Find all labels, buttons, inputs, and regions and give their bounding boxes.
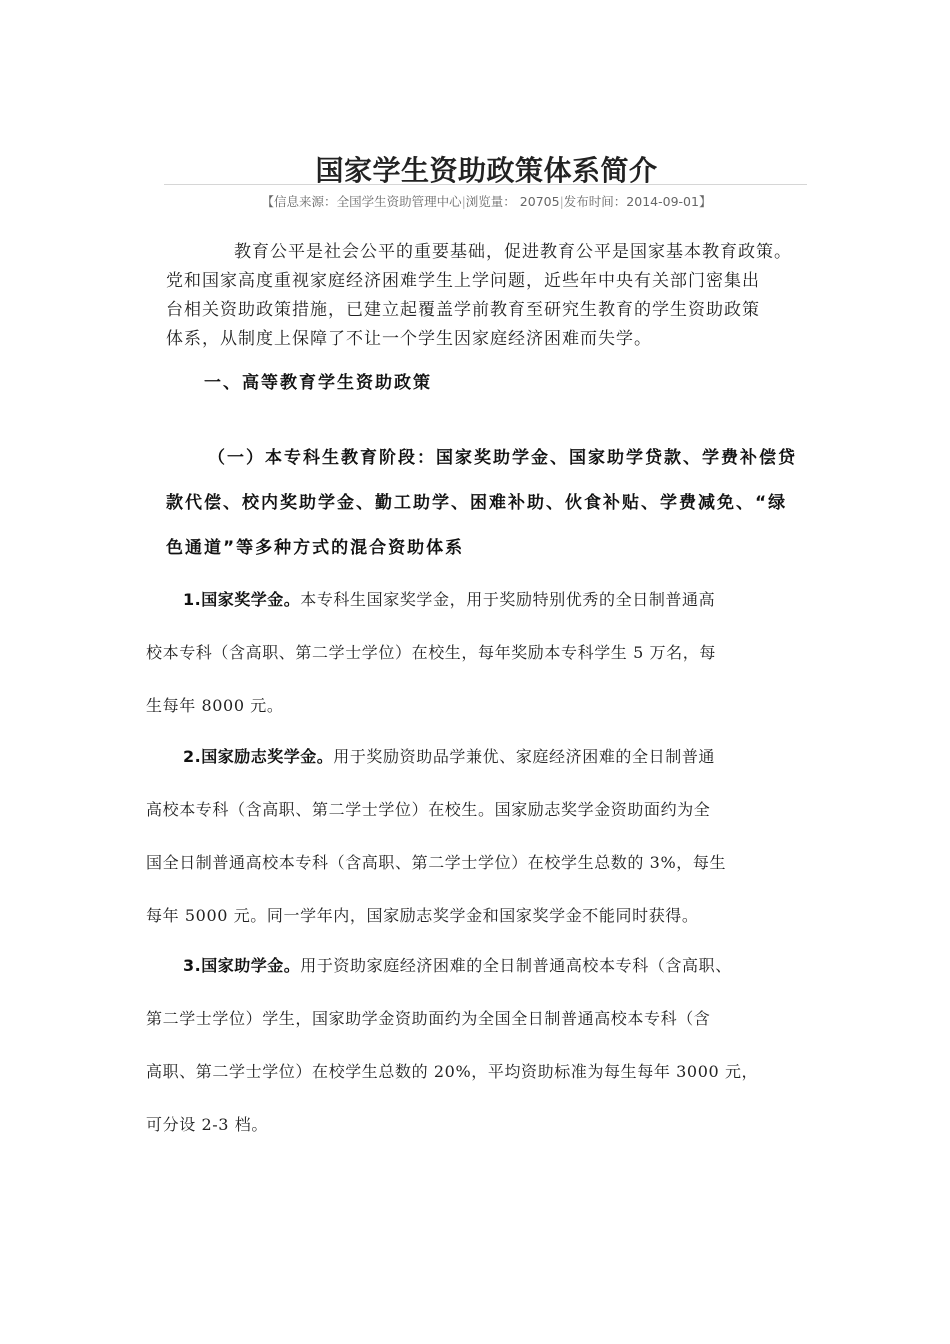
- policy-item-line: 校本专科（含高职、第二学士学位）在校生，每年奖励本专科学生 5 万名，每: [146, 643, 716, 662]
- subsection-heading: [166, 436, 816, 571]
- subsection-heading-line: 色通道”等多种方式的混合资助体系: [166, 538, 465, 558]
- intro-line: 体系，从制度上保障了不让一个学生因家庭经济困难而失学。: [166, 329, 652, 349]
- policy-item-line: 第二学士学位）学生，国家助学金资助面约为全国全日制普通高校本专科（含: [146, 1009, 711, 1028]
- article-meta: [0, 192, 950, 210]
- meta-open-bracket: 【: [261, 194, 275, 209]
- policy-item-first-line: [146, 573, 826, 626]
- meta-source: 全国学生资助管理中心: [336, 194, 462, 209]
- meta-views-label: 浏览量：: [465, 194, 516, 209]
- policy-item-line: 国全日制普通高校本专科（含高职、第二学士学位）在校学生总数的 3%，每生: [146, 853, 727, 872]
- page-title: 国家学生资助政策体系简介: [315, 153, 658, 187]
- intro-line: 党和国家高度重视家庭经济困难学生上学问题，近些年中央有关部门密集出: [166, 271, 760, 291]
- subsection-heading-line: 款代偿、校内奖助学金、勤工助学、困难补助、伙食补贴、学费减免、“绿: [166, 493, 788, 513]
- policy-item-text: 用于奖励资助品学兼优、家庭经济困难的全日制普通: [333, 747, 716, 766]
- policy-item-text: 用于资助家庭经济困难的全日制普通高校本专科（含高职、: [300, 956, 732, 975]
- meta-views: 20705: [515, 194, 560, 209]
- policy-item-national-scholarship: [146, 573, 826, 732]
- policy-item-encouragement-scholarship: [146, 730, 826, 942]
- policy-item-heading: 2.国家励志奖学金。: [183, 747, 334, 766]
- policy-item-first-line: [146, 939, 826, 992]
- intro-line: 教育公平是社会公平的重要基础，促进教育公平是国家基本教育政策。: [234, 242, 792, 262]
- policy-item-first-line: [146, 730, 826, 783]
- meta-separator: |: [461, 194, 466, 209]
- policy-item-text: 本专科生国家奖学金，用于奖励特别优秀的全日制普通高: [300, 590, 716, 609]
- policy-item-line: 可分设 2-3 档。: [146, 1115, 268, 1134]
- policy-item-heading: 3.国家助学金。: [183, 956, 301, 975]
- meta-separator: |: [559, 194, 564, 209]
- policy-item-heading: 1.国家奖学金。: [183, 590, 301, 609]
- policy-item-national-grant: [146, 939, 826, 1151]
- meta-close-bracket: 】: [698, 194, 712, 209]
- policy-item-line: 每年 5000 元。同一学年内，国家励志奖学金和国家奖学金不能同时获得。: [146, 906, 699, 925]
- policy-item-line: 高校本专科（含高职、第二学士学位）在校生。国家励志奖学金资助面约为全: [146, 800, 711, 819]
- title-divider: [164, 184, 807, 185]
- meta-source-label: 信息来源：: [274, 194, 337, 209]
- meta-published-label: 发布时间：: [563, 194, 627, 209]
- intro-paragraph: [166, 238, 816, 354]
- policy-item-line: 高职、第二学士学位）在校学生总数的 20%，平均资助标准为每生每年 3000 元，: [146, 1062, 759, 1081]
- subsection-heading-line: （一）本专科生教育阶段：国家奖助学金、国家助学贷款、学费补偿贷: [208, 448, 797, 468]
- meta-published-date: 2014-09-01: [626, 194, 699, 209]
- policy-item-line: 生每年 8000 元。: [146, 696, 284, 715]
- intro-line: 台相关资助政策措施，已建立起覆盖学前教育至研究生教育的学生资助政策: [166, 300, 760, 320]
- section-heading: 一、高等教育学生资助政策: [204, 373, 432, 393]
